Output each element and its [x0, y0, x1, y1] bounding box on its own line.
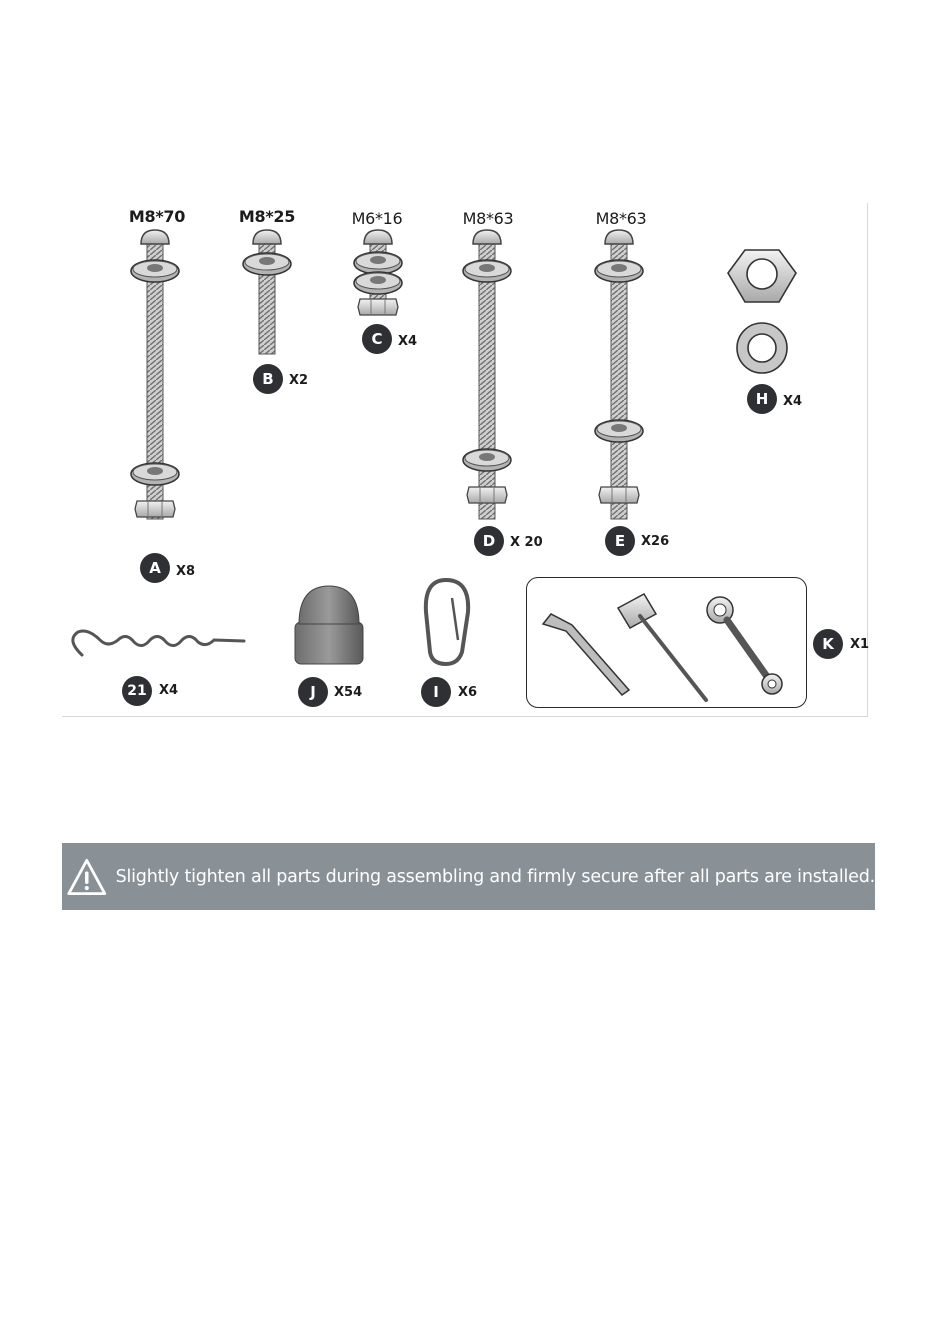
tool-kit-frame [526, 577, 807, 708]
part-qty-i: X6 [458, 685, 478, 700]
nut-and-washer-h [728, 250, 796, 373]
cap-nut-j [295, 586, 363, 664]
part-badge-c: C [362, 324, 392, 354]
spec-label-a: M8*70 [128, 207, 186, 226]
warning-triangle-icon [66, 849, 108, 905]
spiral-hook-21 [73, 631, 244, 655]
bolt-e [595, 230, 643, 519]
part-badge-j: J [298, 677, 328, 707]
part-qty-c: X4 [398, 334, 418, 349]
warning-text: Slightly tighten all parts during assembling and firmly secure after all parts are installed. [115, 866, 875, 887]
bolt-b [243, 230, 291, 354]
part-qty-b: X2 [289, 373, 309, 388]
part-badge-b: B [253, 364, 283, 394]
spec-label-b: M8*25 [238, 207, 296, 226]
part-qty-d: X 20 [510, 535, 543, 550]
part-qty-h: X4 [783, 394, 803, 409]
spec-label-c: M6*16 [351, 209, 403, 228]
part-badge-e: E [605, 526, 635, 556]
part-badge-d: D [474, 526, 504, 556]
part-badge-h: H [747, 384, 777, 414]
part-qty-j: X54 [334, 685, 363, 700]
part-badge-a: A [140, 553, 170, 583]
part-badge-21: 21 [122, 676, 152, 706]
part-badge-i: I [421, 677, 451, 707]
part-qty-k: X1 [850, 637, 870, 652]
part-qty-21: X4 [159, 683, 179, 698]
part-badge-k: K [813, 629, 843, 659]
part-qty-e: X26 [641, 534, 670, 549]
carabiner-i [426, 580, 468, 664]
bolt-c [354, 230, 402, 315]
bolt-a [131, 230, 179, 519]
spec-label-e: M8*63 [595, 209, 647, 228]
spec-label-d: M8*63 [462, 209, 514, 228]
bolt-d [463, 230, 511, 519]
warning-banner [62, 843, 875, 910]
part-qty-a: X8 [176, 564, 196, 579]
